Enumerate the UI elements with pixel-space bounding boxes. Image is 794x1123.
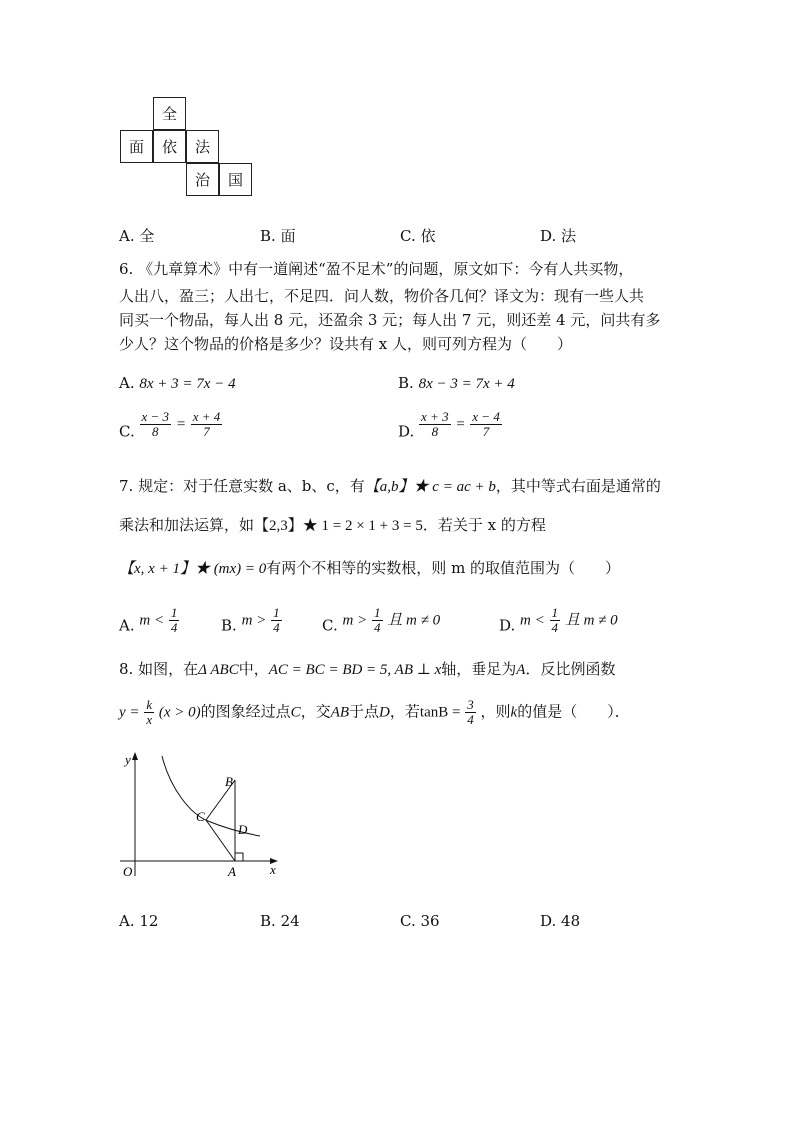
option-value: 48: [561, 912, 581, 930]
q8-text: ，交: [300, 702, 331, 721]
option-value: 12: [139, 912, 159, 930]
net-cell-yi: 依: [153, 130, 186, 163]
frac-num: 1: [551, 605, 559, 620]
option-value: 面: [280, 227, 296, 245]
option-label: B.: [398, 374, 414, 392]
label-b: B: [225, 774, 233, 789]
q8-triangle: Δ ABC: [198, 662, 239, 678]
frac-num: 1: [170, 605, 178, 620]
q8-point: D: [379, 704, 390, 721]
option-value: 法: [561, 227, 577, 245]
q7-text: 7. 规定：对于任意实数 a、b、c，有: [119, 477, 365, 495]
q6-option-b[interactable]: [398, 374, 515, 393]
q7-option-d[interactable]: [499, 606, 618, 635]
q8-text: ，若: [389, 702, 420, 721]
frac-den: 4: [467, 712, 474, 727]
q8-option-b[interactable]: [260, 912, 300, 930]
q7-definition: 【a,b】★ c = ac + b: [364, 479, 496, 495]
q5-option-d[interactable]: [540, 225, 576, 246]
option-pre: m >: [342, 612, 368, 629]
q8-text: 中，: [238, 660, 269, 678]
q5-option-a[interactable]: [119, 225, 154, 246]
option-label: B.: [260, 227, 276, 245]
q6-line-2: 人出八，盈三；人出七，不足四．问人数，物价各几何？译文为：现有一些人共: [119, 287, 645, 305]
option-post: 且 m ≠ 0: [387, 612, 441, 629]
q8-segment: AB: [330, 704, 350, 721]
q7-option-a[interactable]: [119, 606, 179, 635]
fraction: [271, 606, 282, 635]
net-cell-quan: 全: [153, 97, 186, 130]
frac-num: x + 3: [421, 409, 449, 424]
frac-den: 4: [551, 620, 559, 635]
q8-tan: tanB =: [419, 704, 461, 721]
label-c: C: [196, 809, 205, 824]
q6-option-c[interactable]: C. $\frac{x - 3}{8}$ = $\frac{x + 4}{7}$: [119, 409, 221, 441]
frac-den: 8: [152, 424, 159, 439]
frac-num: 1: [374, 605, 381, 620]
fraction: [550, 606, 561, 635]
q8-text: 轴，垂足为: [441, 660, 517, 678]
right-angle-mark: [235, 853, 243, 861]
frac-den: 7: [482, 424, 490, 439]
label-d: D: [238, 822, 248, 837]
option-pre: m <: [139, 612, 165, 629]
fraction: [372, 606, 383, 635]
fraction: [140, 410, 172, 439]
frac-num: 3: [467, 697, 474, 712]
fraction: [169, 606, 180, 635]
q7-equation: 【x, x + 1】★ (mx) = 0: [119, 561, 267, 577]
frac-num: x + 4: [192, 409, 221, 424]
frac-den: 7: [203, 424, 210, 439]
option-value: 36: [420, 912, 440, 930]
q7-text: ，其中等式右面是通常的: [495, 477, 661, 495]
q5-option-b[interactable]: [260, 225, 296, 246]
net-cell-guo: 国: [219, 163, 252, 196]
frac-num: x − 4: [472, 409, 500, 424]
q6-line-4: 少人？这个物品的价格是多少？设共有 x 人，则可列方程为（ ）: [119, 335, 572, 353]
option-label: D.: [540, 227, 557, 245]
option-value: 24: [280, 912, 300, 930]
q8-text: 于点: [349, 702, 380, 721]
option-post: 且 m ≠ 0: [564, 612, 618, 629]
q8-point: C: [290, 704, 301, 721]
q7-option-b[interactable]: [221, 606, 282, 635]
label-o: O: [123, 864, 133, 879]
frac-den: x: [146, 712, 153, 727]
label-y: y: [125, 752, 131, 767]
option-label: B.: [260, 912, 276, 930]
q7-text: 有两个不相等的实数根，则 m 的取值范围为（ ）: [266, 559, 621, 577]
q7-example: 【2,3】★ 1 = 2 × 1 + 3 = 5: [254, 518, 423, 534]
frac-num: 1: [273, 605, 280, 620]
q8-text: 的图象经过点: [200, 702, 291, 721]
frac-den: 4: [374, 620, 381, 635]
q8-option-d[interactable]: [540, 912, 580, 930]
q8-text: 的值是（ ）．: [517, 702, 630, 721]
frac-num: k: [146, 697, 153, 712]
fraction: [419, 410, 451, 439]
frac-den: 8: [431, 424, 439, 439]
q8-line-1: [119, 662, 615, 678]
option-value: 依: [420, 227, 436, 245]
q6-line-1: 6. 《九章算术》中有一道阐述“盈不足术”的问题，原文如下：今有人共买物，: [119, 260, 634, 278]
option-pre: m >: [241, 612, 267, 629]
q8-condition: AC = BC = BD = 5, AB ⊥ x: [268, 662, 442, 678]
option-label: B.: [221, 616, 237, 635]
option-value: 全: [139, 227, 155, 245]
q7-text: ．若关于 x 的方程: [422, 516, 546, 534]
fraction: [144, 698, 154, 727]
q7-option-c[interactable]: [322, 606, 440, 635]
q8-text: ．反比例函数: [525, 660, 616, 678]
option-label: D.: [540, 912, 557, 930]
option-label: D.: [398, 422, 415, 441]
option-label: C.: [322, 616, 338, 635]
q8-option-c[interactable]: [400, 912, 440, 930]
frac-den: 4: [273, 620, 280, 635]
label-x: x: [270, 862, 276, 877]
net-cell-zhi: 治: [186, 163, 219, 196]
option-label: C.: [119, 422, 135, 441]
option-label: C.: [400, 912, 416, 930]
option-label: A.: [119, 227, 135, 245]
y-axis-arrow: [132, 752, 138, 760]
q7-line-1: [119, 479, 661, 495]
q8-text: ，则: [480, 702, 511, 721]
net-cell-mian: 面: [120, 130, 153, 163]
option-expr: 8x − 3 = 7x + 4: [418, 376, 515, 392]
option-label: A.: [119, 374, 135, 392]
fraction: [465, 698, 476, 727]
option-label: C.: [400, 227, 416, 245]
q8-domain: (x > 0): [158, 704, 201, 721]
q7-line-2: [119, 518, 546, 534]
frac-num: x − 3: [141, 409, 170, 424]
option-expr: 8x + 3 = 7x − 4: [139, 376, 236, 392]
q8-figure: [110, 748, 290, 880]
q7-line-3: [119, 561, 620, 577]
q8-option-a[interactable]: [119, 912, 158, 930]
fraction: [470, 410, 502, 439]
label-a: A: [228, 864, 236, 879]
q6-line-3: 同买一个物品，每人出 8 元，还盈余 3 元；每人出 7 元，则还差 4 元，问共有多: [119, 311, 661, 329]
option-pre: m <: [520, 612, 545, 629]
q8-func: y =: [119, 704, 140, 721]
option-label: A.: [119, 912, 135, 930]
q7-text: 乘法和加法运算，如: [119, 516, 255, 534]
q6-option-a[interactable]: [119, 374, 236, 393]
q6-option-d[interactable]: D. $\frac{x + 3}{8}$ = $\frac{x - 4}{7}$: [398, 409, 500, 441]
fraction: [191, 410, 223, 439]
q5-option-c[interactable]: [400, 225, 436, 246]
option-label: A.: [119, 616, 135, 635]
frac-den: 4: [170, 620, 178, 635]
option-label: D.: [499, 616, 516, 635]
q8-k: k: [510, 704, 518, 721]
q8-point: A: [516, 662, 526, 678]
q8-line-2: [119, 698, 630, 727]
q8-text: 8. 如图，在: [119, 660, 199, 678]
net-cell-fa: 法: [186, 130, 219, 163]
